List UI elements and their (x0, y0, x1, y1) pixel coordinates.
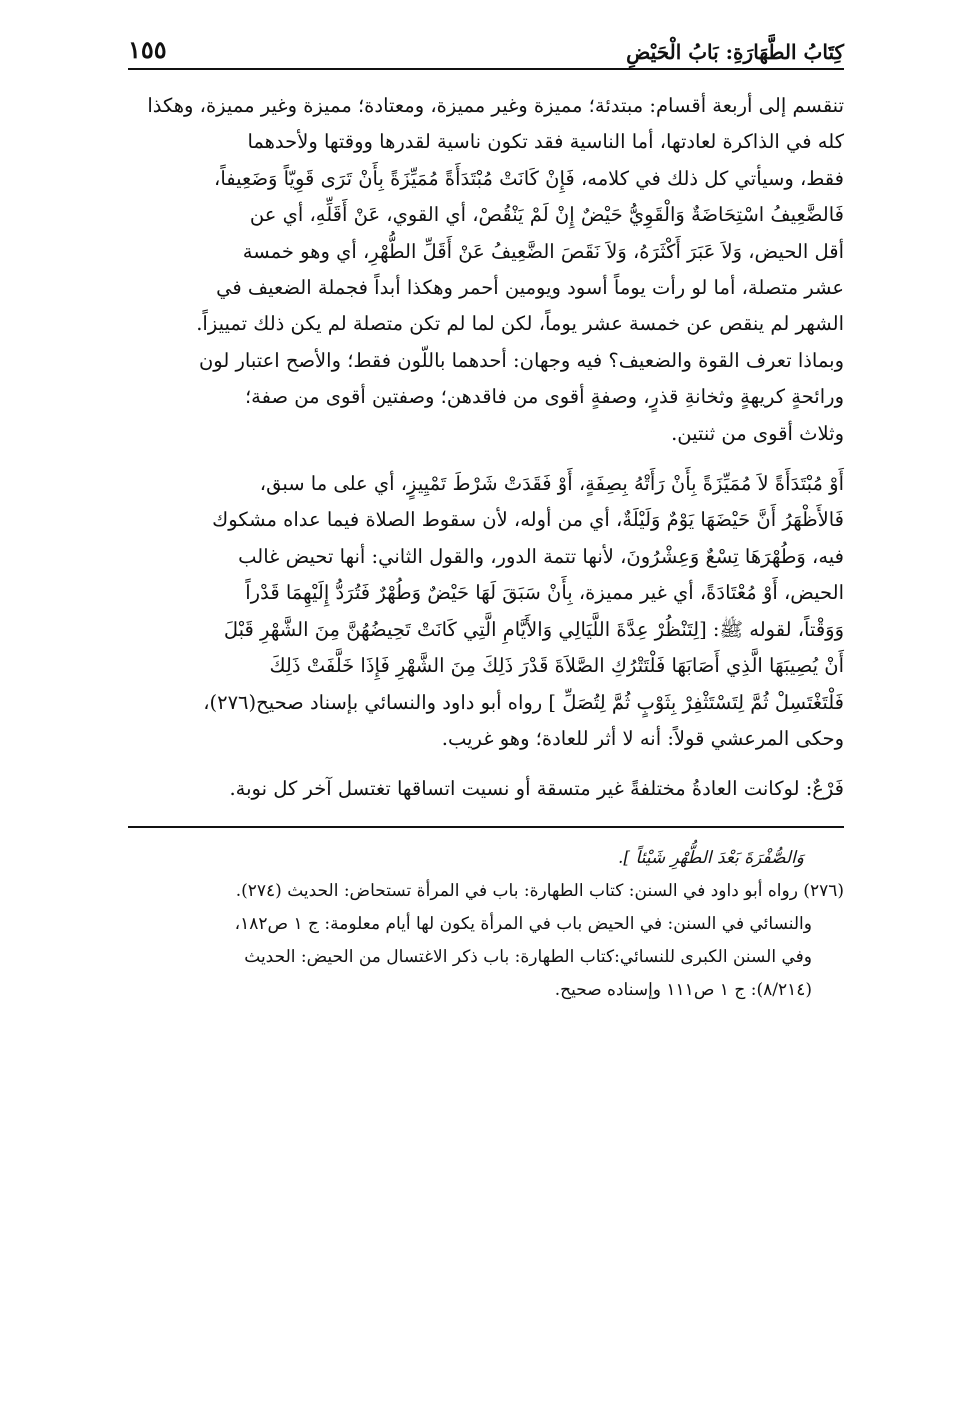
text-line: فيه، وَطُهْرَهَا تِسْعٌ وَعِشْرُونَ، لأنها تتمة الدور، والقول الثاني: أنها تحيض غالب (238, 544, 844, 568)
text-line: وَوَقْتاً، لقوله ﷺ: [لِتَنْظُرْ عِدَّةَ اللَّيَالِي وَالأَيَّامِ الَّتِي كَانَتْ تَحِيضُهُنَّ مِنَ الشَّهْرِ قَبْلَ (223, 617, 844, 641)
text-line: الشهر لم ينقص عن خمسة عشر يوماً، لكن لما لم تكن متصلة لم يكن ذلك تمييزاً. (196, 312, 844, 336)
text-line: الحيض، أَوْ مُعْتَادَةً، أي غير مميزة، بِأَنْ سَبَقَ لَهَا حَيْضٌ وَطُهْرٌ فَتُرَدُّ إِلَيْهِمَا قَدْراً (245, 581, 844, 605)
text-line: وبماذا تعرف القوة والضعيف؟ فيه وجهان: أحدهما باللّون فقط؛ والأصح اعتبار لون (198, 348, 844, 372)
main-text (128, 88, 844, 808)
text-line: كله في الذاكرة لعادتها، أما الناسية فقد تكون ناسية لقدرها ووقتها ولأحدهما (247, 130, 844, 154)
text-line: ورائحةٍ كريهةٍ وثخانةِ قذرٍ، وصفةٍ أقوى من فاقدهن؛ وصفتين أقوى من صفة؛ (244, 385, 844, 409)
footnote-line: وفي السنن الكبرى للنسائي:كتاب الطهارة: باب ذكر الاغتسال من الحيض: الحديث (244, 946, 812, 967)
text-line: أَوْ مُبْتَدَأَةً لاَ مُمَيِّزَةً بِأَنْ رَأَتْهُ بِصِفَةٍ، أَوْ فَقَدَتْ شَرْطَ تَمْيِيزٍ، أي على ما سبق، (259, 472, 844, 496)
footnote-line: (٨/٢١٤): ج ١ ص١١١ وإسناده صحيح. (554, 979, 812, 1000)
text-line: فَرْعٌ: لوكانت العادةُ مختلفةً غير متسقة أو نسيت اتساقها تغتسل آخر كل نوبة. (229, 777, 844, 801)
footnote-continuation: وَالصُّفْرَةَ بَعْدَ الطُّهْرِ شَيْئاً ]. (618, 847, 804, 868)
text-line: عشر متصلة، أما لو رأت يوماً أسود ويومين أحمر وهكذا أبداً فجملة الضعيف في (216, 276, 844, 300)
page-header (128, 28, 844, 70)
document-page (128, 28, 844, 1368)
text-line: فَلْتَغْتَسِلْ ثُمَّ لِتَسْتَثْفِرْ بِثَوْبٍ ثُمَّ لِتُصَلِّ ] رواه أبو داود والنسائي بإسناد صحيح(٢٧٦)، (203, 690, 844, 714)
text-line: فَالأَظْهَرُ أَنَّ حَيْضَهَا يَوْمٌ وَلَيْلَةٌ، أي من أوله، لأن سقوط الصلاة فيما عداه مشكوك (212, 508, 844, 532)
footnote-line: والنسائي في السنن: في الحيض باب في المرأة يكون لها أيام معلومة: ج ١ ص١٨٢، (234, 913, 812, 934)
text-line: فَالضَّعِيفُ اسْتِحَاضَةٌ وَالْقَوِيُّ حَيْضٌ إِنْ لَمْ يَنْقُصْ، أي القوي، عَنْ أَقَلِّهِ، أي عن (249, 203, 844, 227)
text-line: وحكى المرعشي قولاً: أنه لا أثر للعادة؛ وهو غريب. (441, 726, 844, 750)
footnote-separator (128, 826, 844, 828)
text-line: أَنْ يُصِيبَهَا الَّذِي أَصَابَهَا فَلْتَتْرُكِ الصَّلاَةَ قَدْرَ ذَلِكَ مِنَ الشَّهْرِ فَإِذَا خَلَّفَتْ ذَلِكَ (269, 654, 844, 678)
text-line: تنقسم إلى أربعة أقسام: مبتدئة؛ مميزة وغير مميزة، ومعتادة؛ مميزة وغير مميزة، وهكذا (147, 94, 844, 117)
text-line: أقل الحيض، وَلاَ عَبَرَ أَكْثَرَهُ، وَلاَ نَقَصَ الضَّعِيفُ عَنْ أَقَلِّ الطُّهْرِ، أي وهو خمسة (242, 239, 844, 263)
text-line: وثلاث أقوى من ثنتين. (671, 421, 844, 445)
running-title: كِتَابُ الطَّهَارَةِ: بَابُ الْحَيْضِ (626, 40, 844, 64)
footnote-line: (٢٧٦) رواه أبو داود في السنن: كتاب الطهارة: باب في المرأة تستحاض: الحديث (٢٧٤). (235, 880, 844, 901)
page-number: ١٥٥ (128, 35, 167, 64)
footnotes (128, 842, 844, 1007)
text-line: فقط، وسيأتي كل ذلك في كلامه، فَإِنْ كَانَتْ مُبْتَدَأَةً مُمَيِّزَةً بِأَنْ تَرَى قَوِيّاً وَضَعِيفاً، (214, 166, 844, 190)
